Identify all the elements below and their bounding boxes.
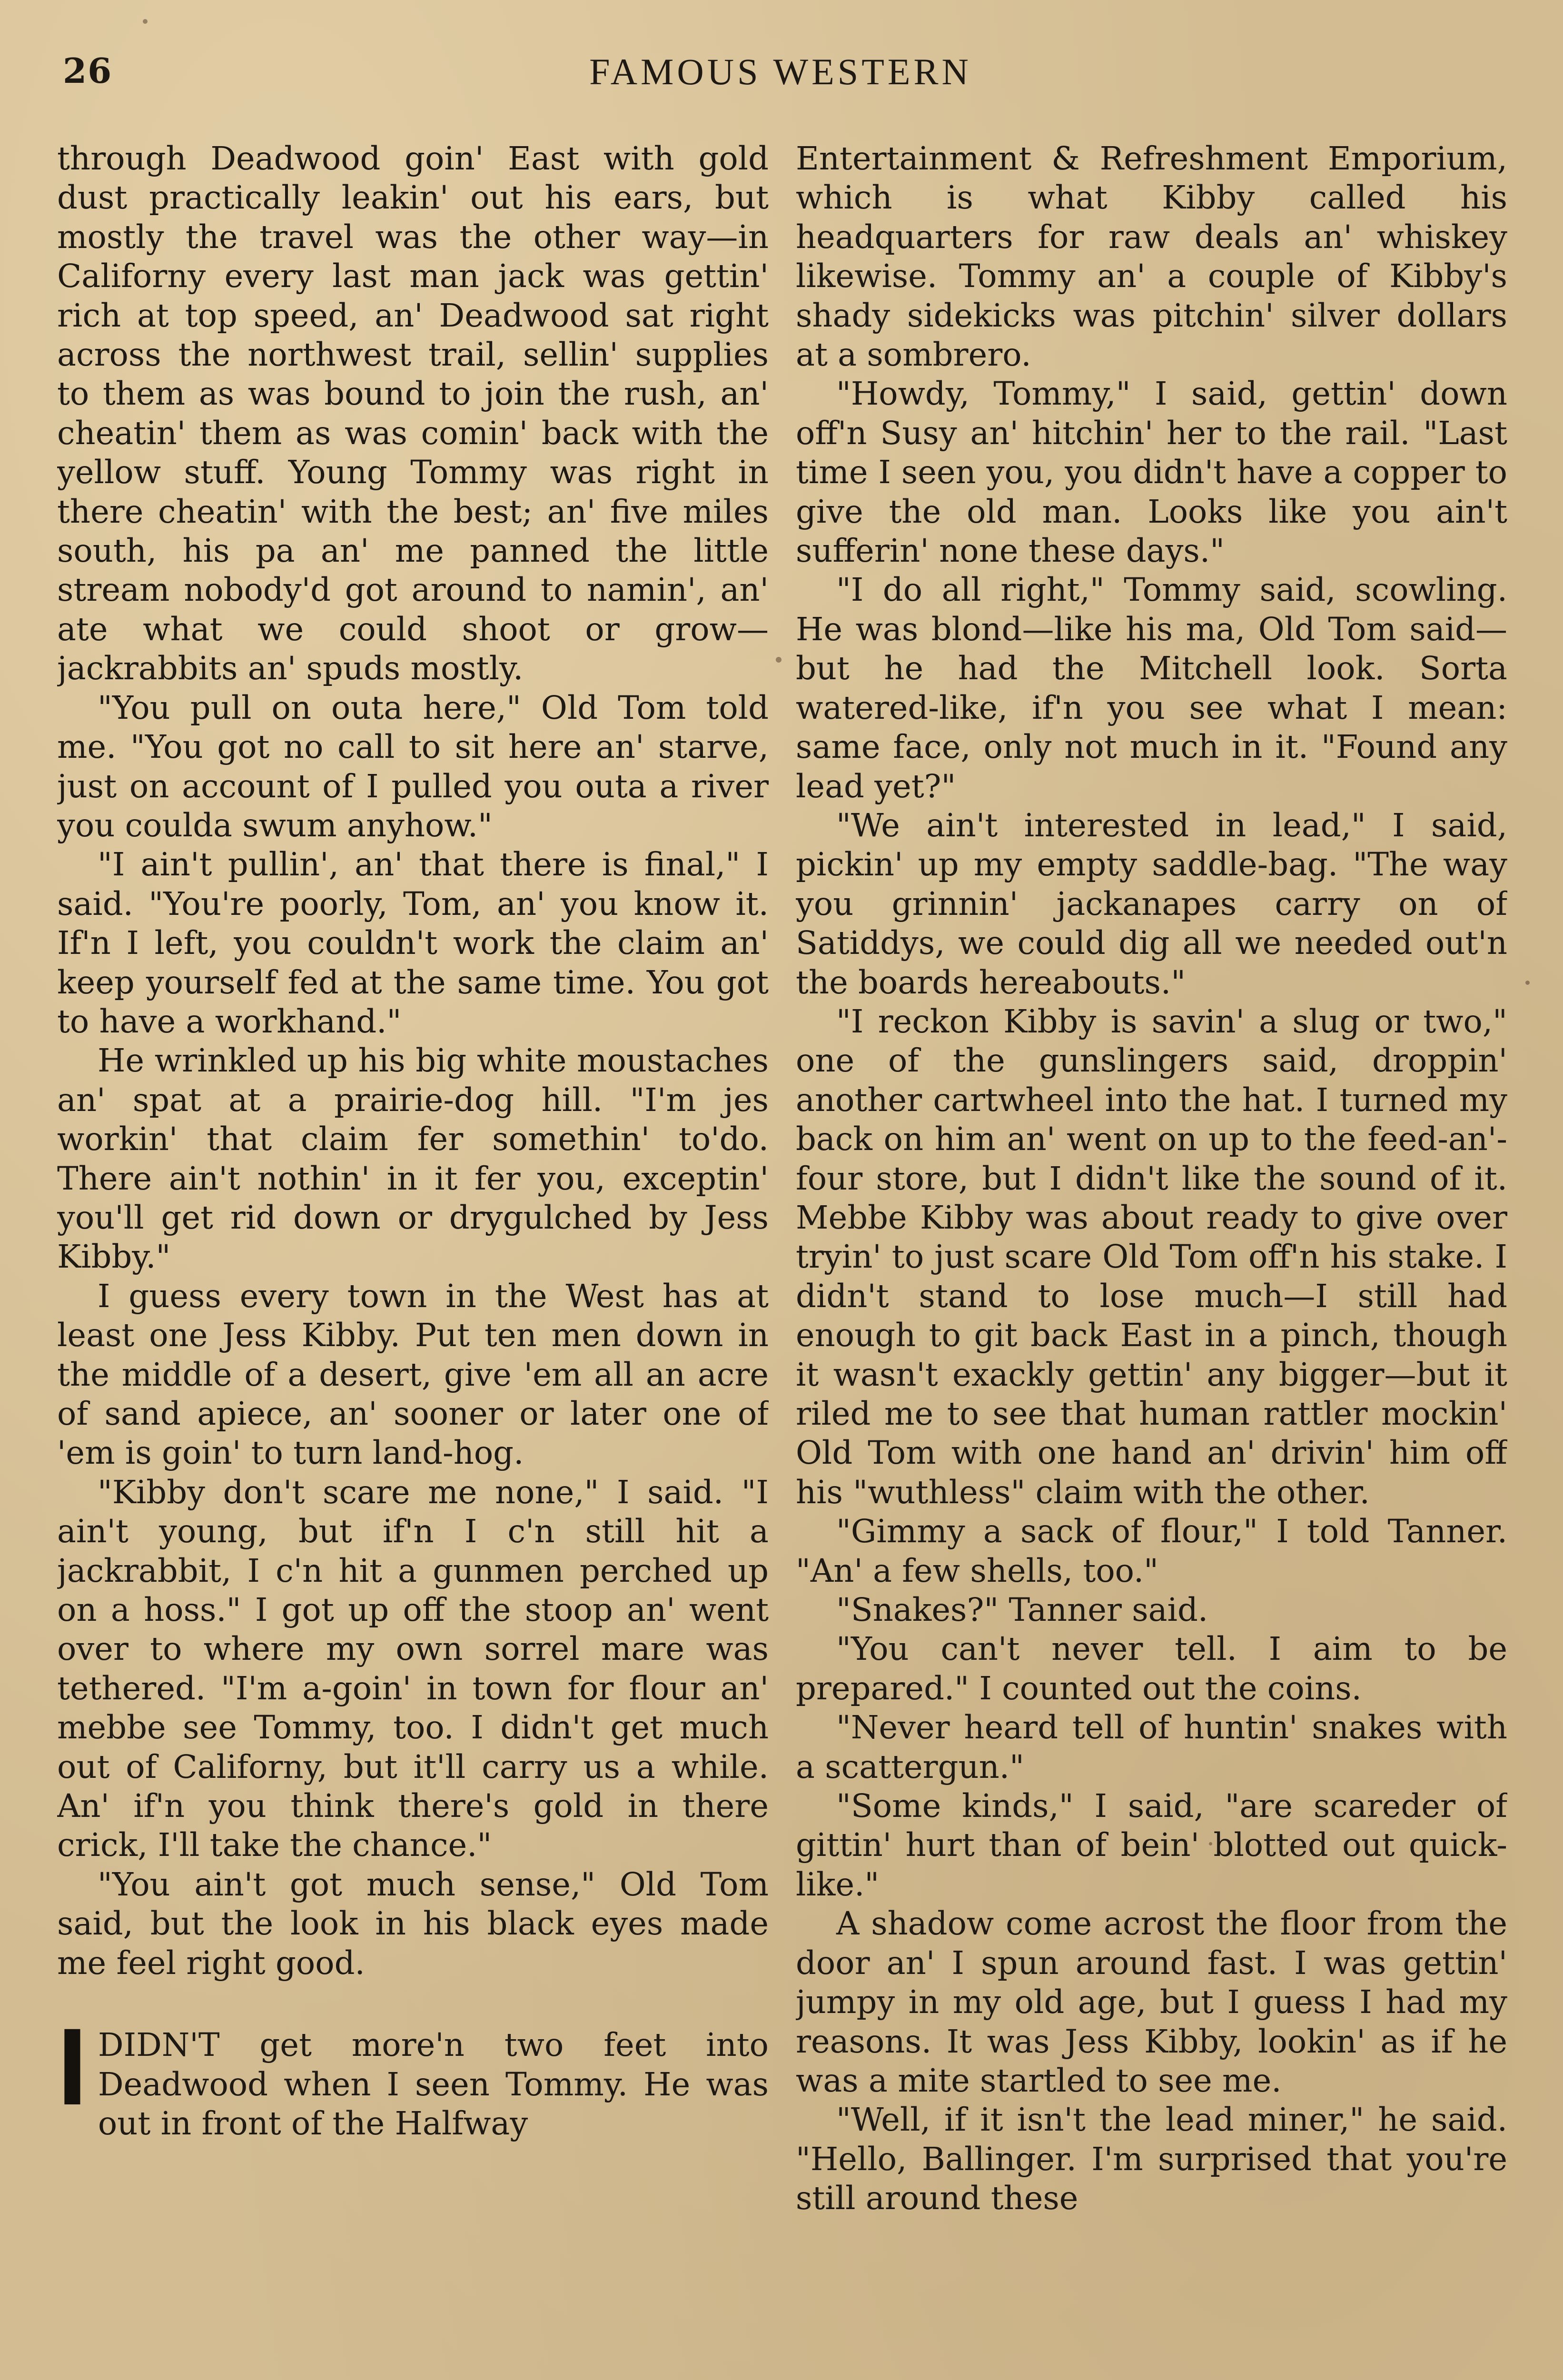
section-opening-paragraph xyxy=(57,2005,769,2143)
paragraph: "Gimmy a sack of flour," I told Tanner. "An' a few shells, too." xyxy=(796,1513,1507,1589)
left-column xyxy=(57,139,769,2380)
paragraph: through Deadwood goin' East with gold dust practically leakin' out his ears, but mostly the travel was the other way—in Californy every last man jack was gettin' rich at top speed, an' Deadwood sat right across the northwest trail, sellin' supplies to them as was bound to join the rush, an' cheatin' them as was comin' back with the yellow stuff. Young Tommy was right in there cheatin' with the best; an' five miles south, his pa an' me panned the little stream nobody'd got around to namin', an' ate what we could shoot or grow—jackrabbits an' spuds mostly. xyxy=(57,140,769,687)
paragraph: "Some kinds," I said, "are scareder of gittin' hurt than of bein' blotted out quick-like." xyxy=(796,1787,1507,1903)
paragraph: I guess every town in the West has at least one Jess Kibby. Put ten men down in the middle of a desert, give 'em all an acre of sand apiece, an' sooner or later one of 'em is goin' to turn land-hog. xyxy=(57,1277,769,1472)
paragraph: "You can't never tell. I aim to be prepared." I counted out the coins. xyxy=(796,1630,1507,1707)
paragraph: He wrinkled up his big white moustaches an' spat at a prairie-dog hill. "I'm jes workin' that claim fer somethin' to'do. There ain't nothin' in it fer you, exceptin' you'll get rid down or drygulched by Jess Kibby." xyxy=(57,1042,769,1276)
paragraph: "Snakes?" Tanner said. xyxy=(836,1591,1208,1629)
paragraph: "I reckon Kibby is savin' a slug or two," one of the gunslingers said, droppin' another cartwheel into the hat. I turned my back on him an' went on up to the feed-an'-four store, but I didn't like the sound of it. Mebbe Kibby was about ready to give over tryin' to just scare Old Tom off'n his stake. I didn't stand to lose much—I still had enough to git back East in a pinch, though it wasn't exackly gettin' any bigger—but it riled me to see that human rattler mockin' Old Tom with one hand an' drivin' him off his "wuthless" claim with the other. xyxy=(796,1002,1507,1511)
paragraph: "You ain't got much sense," Old Tom said, but the look in his black eyes made me feel right good. xyxy=(57,1865,769,1982)
right-column xyxy=(796,139,1507,2380)
drop-cap: I xyxy=(57,2005,88,2128)
paragraph: "Howdy, Tommy," I said, gettin' down off'n Susy an' hitchin' her to the rail. "Last time I seen you, you didn't have a copper to give the old man. Looks like you ain't sufferin' none these days." xyxy=(796,375,1507,570)
paper-speck xyxy=(143,19,148,24)
paragraph-text: DIDN'T get more'n two feet into Deadwood when I seen Tommy. He was out in front of the Halfway xyxy=(98,2026,769,2142)
paragraph: "You pull on outa here," Old Tom told me. "You got no call to sit here an' starve, just on account of I pulled you outa a river you coulda swum anyhow." xyxy=(57,689,769,844)
paragraph: A shadow come acrost the floor from the door an' I spun around fast. I was gettin' jumpy in my old age, but I guess I had my reasons. It was Jess Kibby, lookin' as if he was a mite startled to see me. xyxy=(796,1905,1507,2099)
paragraph: "I do all right," Tommy said, scowling. He was blond—like his ma, Old Tom said—but he had the Mitchell look. Sorta watered-like, if'n you see what I mean: same face, only not much in it. "Found any lead yet?" xyxy=(796,571,1507,805)
section-break xyxy=(57,1983,769,2025)
paragraph: "We ain't interested in lead," I said, pickin' up my empty saddle-bag. "The way you grinnin' jackanapes carry on of Satiddys, we could dig all we needed out'n the boards hereabouts." xyxy=(796,806,1507,1001)
page-header xyxy=(57,48,1504,100)
paragraph: "Kibby don't scare me none," I said. "I ain't young, but if'n I c'n still hit a jackrabbit, I c'n hit a gunmen perched up on a hoss." I got up off the stoop an' went over to where my own sorrel mare was tethered. "I'm a-goin' in town for flour an' mebbe see Tommy, too. I didn't get much out of Californy, but it'll carry us a while. An' if'n you think there's gold in there crick, I'll take the chance." xyxy=(57,1473,769,1864)
paragraph: "Well, if it isn't the lead miner," he said. "Hello, Ballinger. I'm surprised that you're still around these xyxy=(796,2101,1507,2217)
paper-speck xyxy=(776,657,782,663)
magazine-title: FAMOUS WESTERN xyxy=(589,51,972,92)
paragraph: "Never heard tell of huntin' snakes with a scattergun." xyxy=(796,1709,1507,1785)
paragraph: Entertainment & Refreshment Emporium, which is what Kibby called his headquarters for raw deals an' whiskey likewise. Tommy an' a couple of Kibby's shady sidekicks was pitchin' silver dollars at a sombrero. xyxy=(796,140,1507,374)
paper-speck xyxy=(1525,981,1530,985)
paragraph: "I ain't pullin', an' that there is final," I said. "You're poorly, Tom, an' you know it. If'n I left, you couldn't work the claim an' keep yourself fed at the same time. You got to have a workhand." xyxy=(57,846,769,1040)
page-number: 26 xyxy=(63,50,113,91)
